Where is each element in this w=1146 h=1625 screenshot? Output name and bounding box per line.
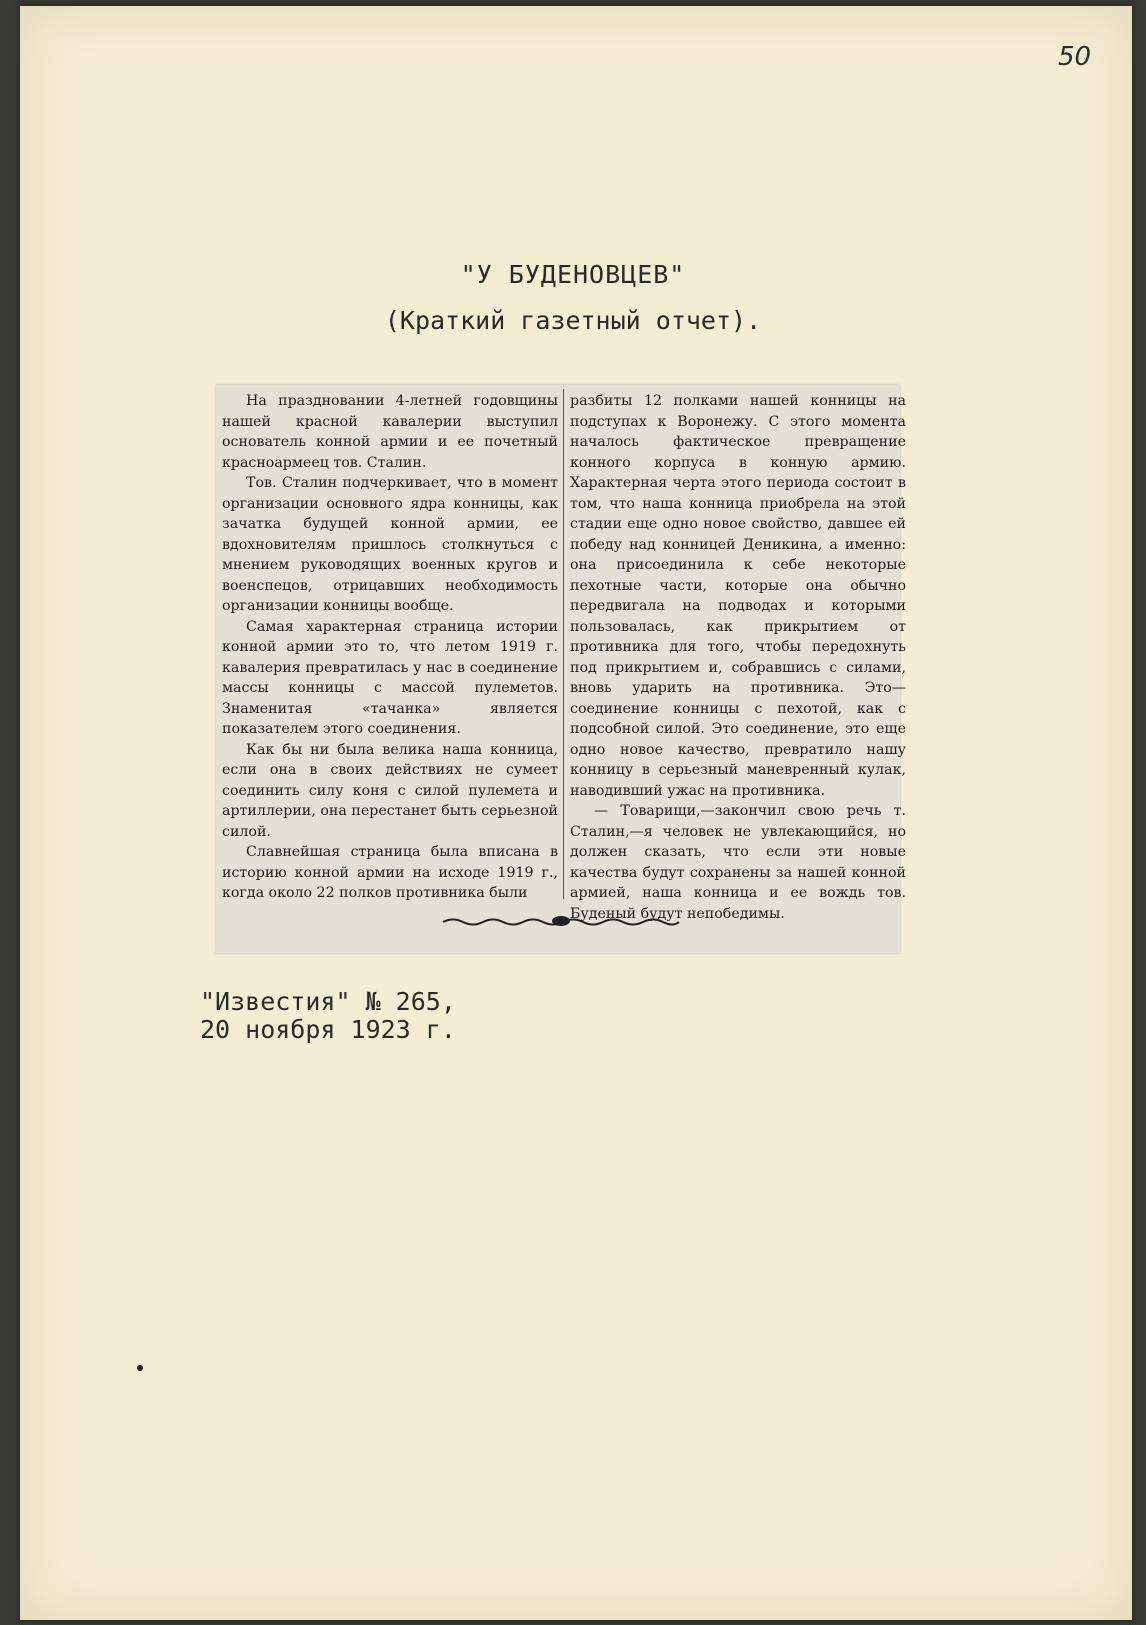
source-citation-line-2: 20 ноября 1923 г. <box>200 1015 456 1044</box>
document-subtitle: (Краткий газетный отчет). <box>384 306 762 335</box>
source-citation-line-1: "Известия" № 265, <box>200 987 456 1016</box>
clipping-right-column <box>570 391 906 924</box>
page-number: 50 <box>1058 42 1092 72</box>
paragraph: разбиты 12 полками нашей конницы на подступах к Воронежу. С этого момента началось фактическое превращение конного корпуса в конную армию. Характерная черта этого периода состоит в том, что наша конница приобрела на этой стадии еще одно новое свойство, давшее ей победу над конницей Деникина, а именно: она присоединила к себе некоторые пехотные части, которые она обычно передвигала на подводах и которыми пользовалась, как прикрытием от противника для того, чтобы передохнуть под прикрытием и, собравшись с силами, вновь ударить на противника. Это—соединение конницы с пехотой, как с подсобной силой. Это соединение, это еще одно новое качество, превратило нашу конницу в серьезный маневренный кулак, наводивший ужас на противника. <box>570 393 906 799</box>
paragraph: Славнейшая страница была вписана в историю конной армии на исходе 1919 г., когда около 22 полков противника были <box>222 844 558 901</box>
ink-dot <box>137 1365 143 1371</box>
paragraph: Тов. Сталин подчеркивает, что в момент организации основного ядра конницы, как зачатка будущей конной армии, ее вдохновителям пришлось столкнуться с мнением руководящих военных кругов и военспецов, отрицавших необходимость организации конницы вообще. <box>222 475 558 614</box>
paragraph: На праздновании 4-летней годовщины нашей красной кавалерии выступил основатель конной армии и ее почетный красноармеец тов. Сталин. <box>222 393 558 471</box>
paragraph: Самая характерная страница истории конной армии это то, что летом 1919 г. кавалерия превратилась у нас в соединение массы конницы с массой пулеметов. Знаменитая «тачанка» является показателем этого соединения. <box>222 618 558 737</box>
paragraph: — Товарищи,—закончил свою речь т. Сталин,—я человек не увлекающийся, но должен сказать, что если эти новые качества будут сохранены за нашей конной армией, наша конница и ее вождь тов. Буденый будут непобедимы. <box>570 803 906 922</box>
column-divider <box>563 389 564 899</box>
ornament-divider <box>441 913 681 929</box>
newspaper-clipping <box>216 385 906 953</box>
clipping-left-column <box>222 391 558 904</box>
document-title: "У БУДЕНОВЦЕВ" <box>460 260 686 289</box>
paragraph: Как бы ни была велика наша конница, если она в своих действиях не сумеет соединить силу коня с силой пулемета и артиллерии, она перестанет быть серьезной силой. <box>222 741 558 840</box>
